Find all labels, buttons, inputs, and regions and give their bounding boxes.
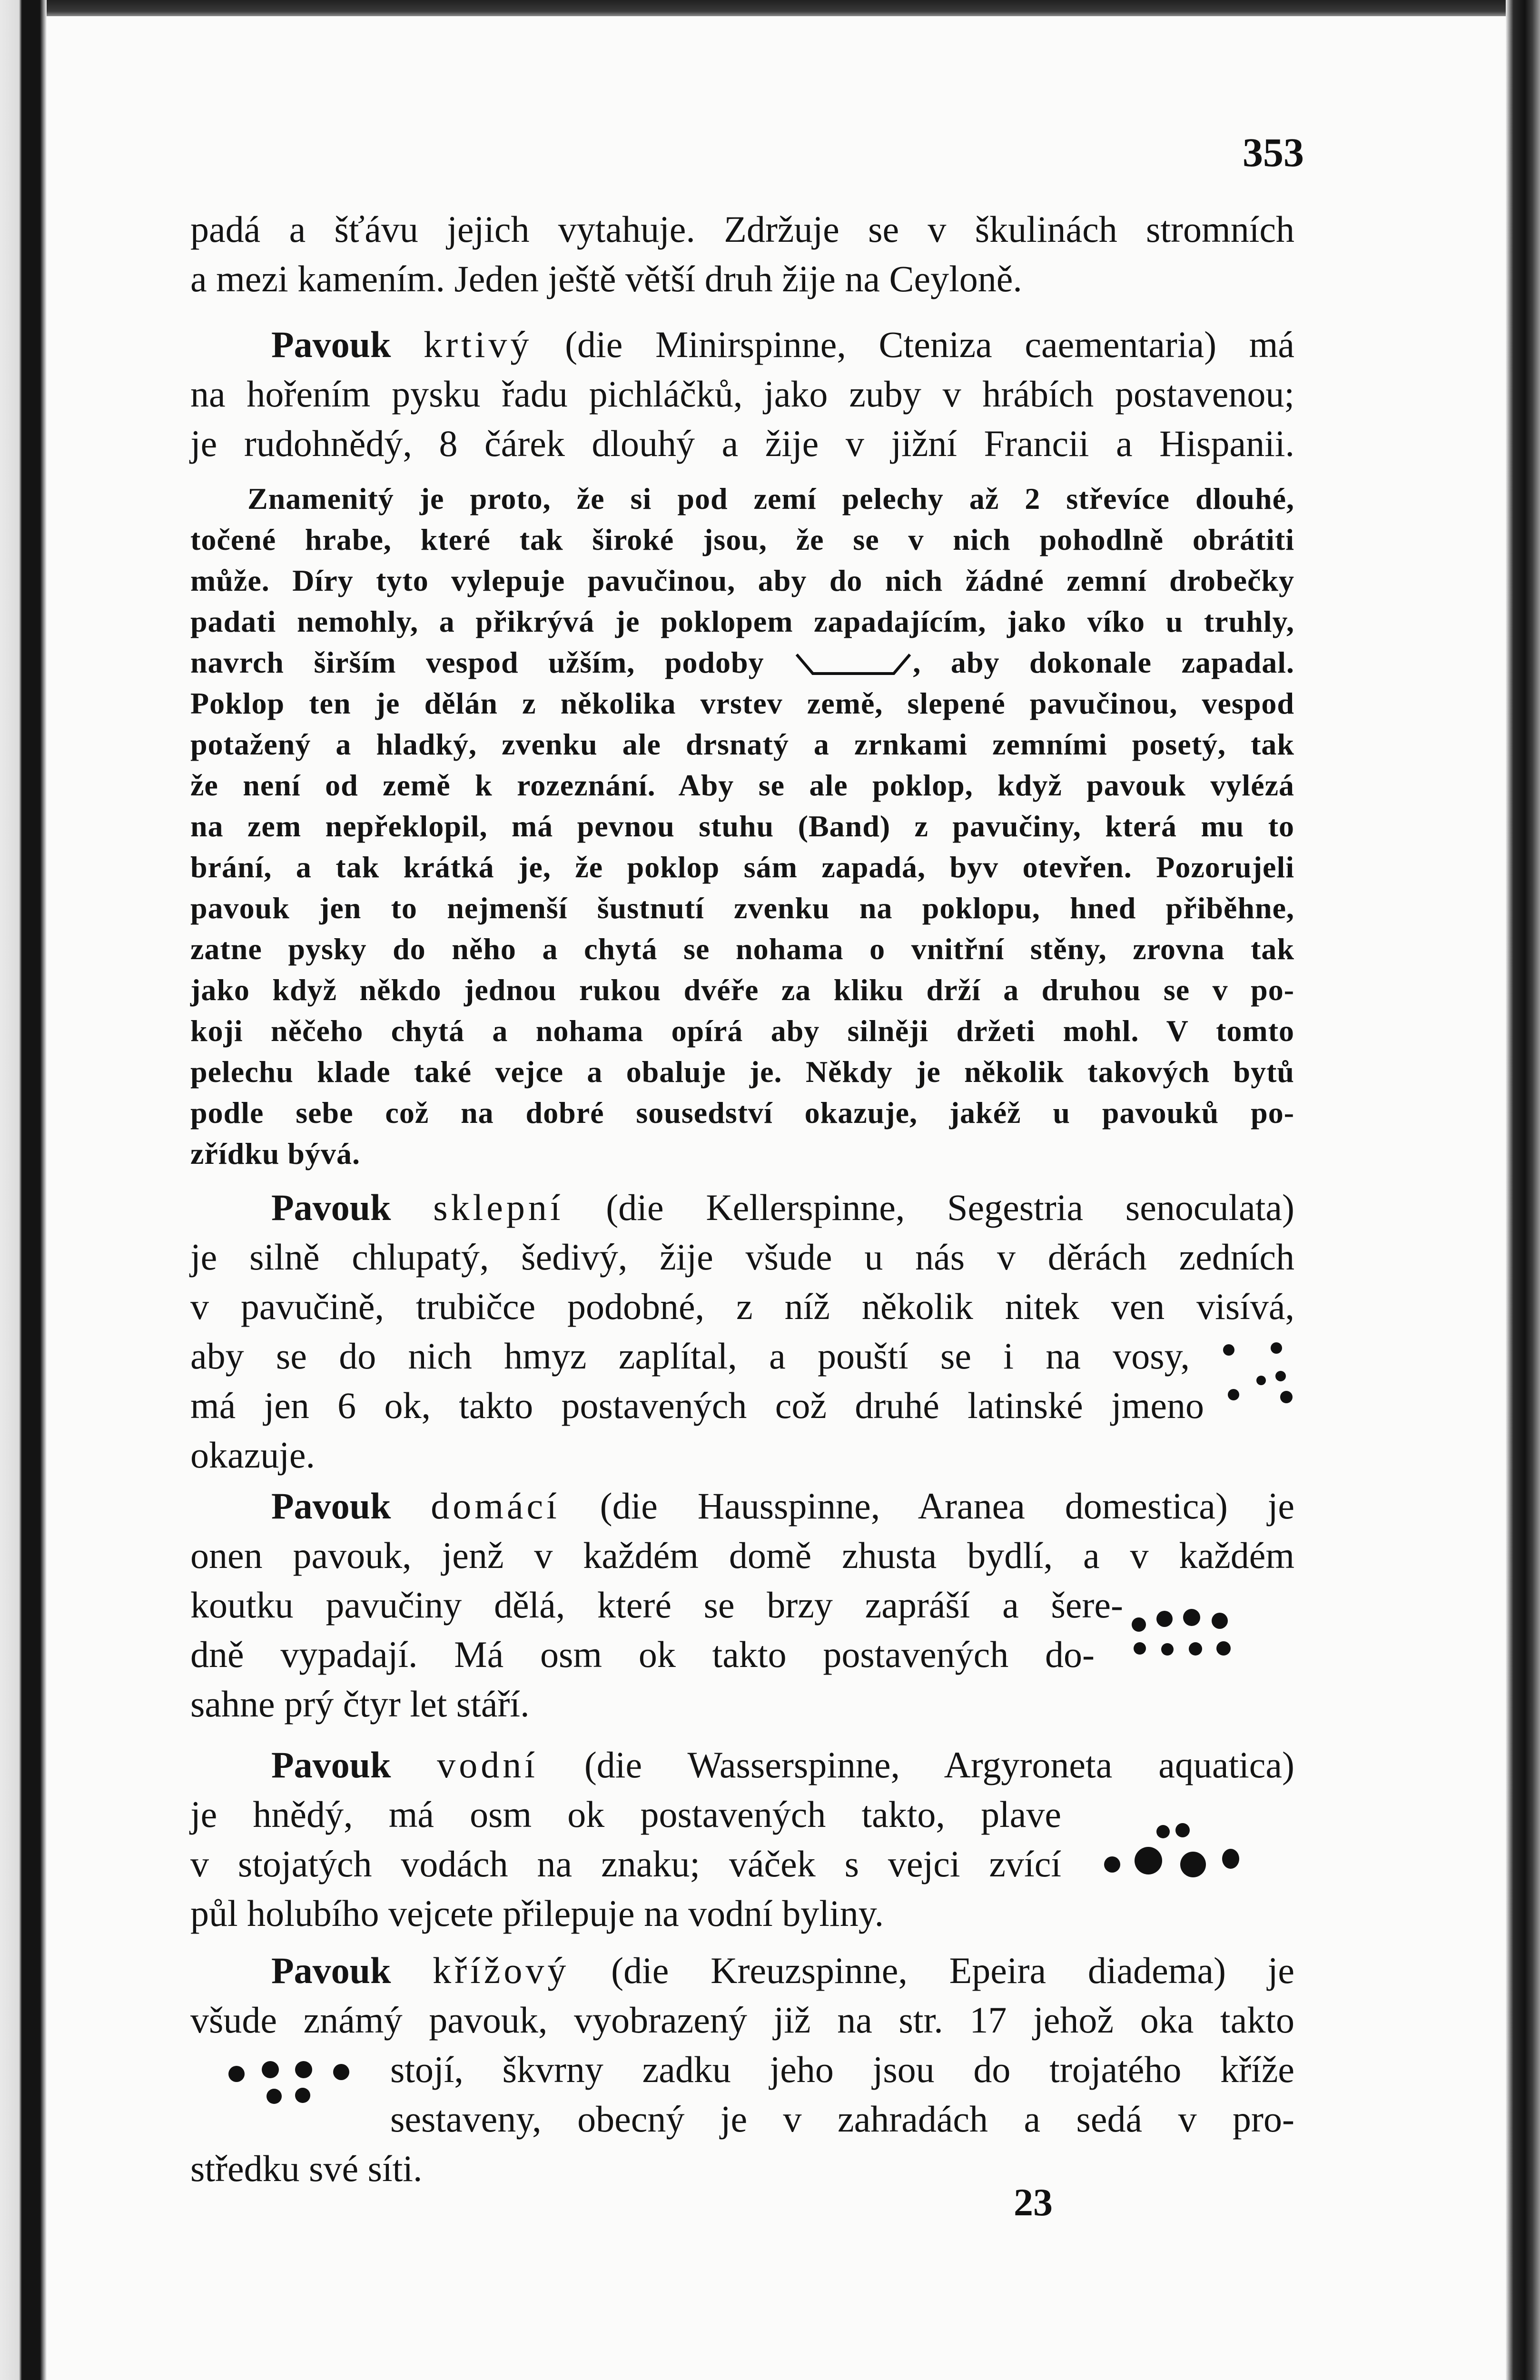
entry-heading-line [190, 1183, 1294, 1232]
text-line: aby se do nich hmyz zaplítal, a pouští se i na vosy, [190, 1335, 1190, 1377]
text-line: brání, a tak krátká je, že poklop sám zapadá, byv otevřen. Pozorujeli [190, 850, 1294, 884]
text-line: jako když někdo jednou rukou dvéře za kliku drží a druhou se v po- [190, 973, 1294, 1007]
paragraph-trapdoor-spider [190, 320, 1294, 468]
latin-name: Ctenizа caementaria) [879, 324, 1217, 365]
text-line: má jen 6 ok, takto postavených což druhé latinské jmeno [190, 1385, 1204, 1426]
text-line: koji něčeho chytá a nohama opírá aby silněji držeti mohl. V tomto [190, 1014, 1294, 1048]
text-line: Znamenitý je proto, že si pod zemí pelechy až 2 střevíce dlouhé, [247, 482, 1294, 516]
text-line: a mezi kamením. Jeden ještě větší druh žije na Ceyloně. [190, 258, 1022, 299]
entry-name: Pavouk [271, 1744, 391, 1785]
text-line: v stojatých vodách na znaku; váček s vejci zvící [190, 1843, 1061, 1884]
text-line: onen pavouk, jenž v každém domě zhusta bydlí, a v každém [190, 1535, 1294, 1576]
latin-name: Aranea domestica) [918, 1485, 1228, 1527]
text-line: že není od země k rozeznání. Aby se ale poklop, když pavouk vylézá [190, 768, 1294, 802]
german-name: (die Kreuzspinne, [611, 1950, 908, 1991]
text-line: půl holubího vejcete přilepuje na vodní byliny. [190, 1893, 884, 1934]
entry-kind: sklepní [433, 1187, 564, 1228]
text-line: padá a šťávu jejich vytahuje. Zdržuje se v škulinách stromních [190, 208, 1294, 250]
entry-name: Pavouk [271, 1950, 391, 1991]
entry-heading-line [190, 1481, 1294, 1531]
text-line: sestaveny, obecný je v zahradách a sedá v pro- [390, 2098, 1294, 2140]
german-name: (die Wasserspinne, [584, 1744, 900, 1785]
entry-kind: vodní [437, 1744, 538, 1785]
latin-name: Argyroneta aquatica) [944, 1744, 1295, 1785]
text-line: koutku pavučiny dělá, které se brzy zapráší a šere- [190, 1584, 1123, 1626]
text-line-with-figure [190, 642, 1294, 683]
text-line: pavouk jen to nejmenší šustnutí zvenku na poklopu, hned přiběhne, [190, 891, 1294, 925]
latin-name: Segestria senoculata) [947, 1187, 1294, 1228]
entry-kind: domácí [431, 1485, 560, 1527]
eye-arrangement-figure-six [1218, 1338, 1304, 1409]
text-line: na hořením pysku řadu pichláčků, jako zuby v hrábích postavenou; [190, 373, 1294, 415]
text-line: zřídku bývá. [190, 1137, 360, 1170]
text-line: je silně chlupatý, šedivý, žije všude u nás v děrách zedních [190, 1236, 1294, 1278]
text-line: zatne pysky do něho a chytá se nohama o vnitřní stěny, zrovna tak [190, 932, 1294, 966]
entry-kind: krtivý [424, 324, 533, 365]
text-line: dně vypadají. Má osm ok takto postavených do- [190, 1634, 1095, 1675]
text-line: je rudohnědý, 8 čárek dlouhý a žije v jižní Francii a Hispanii. [190, 423, 1294, 464]
entry-heading-line [190, 1946, 1294, 1995]
text-line: podle sebe což na dobré sousedství okazuje, jakéž u pavouků po- [190, 1096, 1294, 1130]
entry-name: Pavouk [271, 1187, 391, 1228]
paragraph-cellar-spider [190, 1183, 1294, 1480]
text-fragment: navrch širším vespod užším, podoby [190, 645, 764, 679]
text-line: na zem nepřeklopil, má pevnou stuhu (Band) z pavučiny, která mu to [190, 809, 1294, 843]
german-name: (die Hausspinne, [600, 1485, 880, 1527]
german-name: (die Minirspinne, [565, 324, 846, 365]
entry-name: Pavouk [271, 1485, 391, 1527]
text-line: stojí, škvrny zadku jeho jsou do trojatého kříže [390, 2049, 1294, 2090]
text-line: potažený a hladký, zvenku ale drsnatý a zrnkami zemními posetý, tak [190, 727, 1294, 761]
eye-arrangement-figure-water [1099, 1818, 1261, 1894]
entry-heading-line [190, 1740, 1294, 1790]
text-line: Poklop ten je dělán z několika vrstev země, slepené pavučinou, vespod [190, 686, 1294, 720]
scan-edge-right [1506, 0, 1540, 2380]
entry-heading-line [190, 320, 1294, 369]
text-fragment: má [1249, 324, 1295, 365]
eye-arrangement-figure-cross [224, 2047, 376, 2109]
text-line: je hnědý, má osm ok postavených takto, plave [190, 1794, 1061, 1835]
text-line: sahne prý čtyr let stáří. [190, 1683, 530, 1725]
scan-edge-left [0, 0, 47, 2380]
text-fragment: , aby dokonale zapadal. [913, 645, 1295, 679]
text-line: točené hrabe, které tak široké jsou, že se v nich pohodlně obrátiti [190, 523, 1294, 556]
text-line: okazuje. [190, 1434, 316, 1476]
entry-name: Pavouk [271, 324, 391, 365]
text-line: všude známý pavouk, vyobrazený již na str. 17 jehož oka takto [190, 1999, 1294, 2041]
scan-edge-top [0, 0, 1540, 16]
text-line: padati nemohly, a přikrývá je poklopem zapadajícím, jako víko u truhly, [190, 605, 1294, 638]
page-number: 353 [1243, 129, 1304, 175]
text-line: v pavučině, trubičce podobné, z níž několik nitek ven visívá, [190, 1286, 1294, 1327]
eye-arrangement-figure-house [1128, 1604, 1252, 1666]
paragraph-small-print [190, 478, 1294, 1174]
text-fragment: je [1267, 1485, 1295, 1527]
paragraph-intro [190, 205, 1294, 304]
text-fragment: je [1267, 1950, 1295, 1991]
entry-kind: křížový [433, 1950, 570, 1991]
text-line: středku své síti. [190, 2148, 423, 2189]
text-line: může. Díry tyto vylepuje pavučinou, aby do nich žádné zemní drobečky [190, 564, 1294, 597]
signature-mark: 23 [1014, 2181, 1053, 2224]
latin-name: Epeira diadema) [949, 1950, 1226, 1991]
trapezoid-figure [794, 652, 913, 676]
german-name: (die Kellerspinne, [606, 1187, 905, 1228]
text-line: pelechu klade také vejce a obaluje je. Někdy je několik takových bytů [190, 1055, 1294, 1089]
